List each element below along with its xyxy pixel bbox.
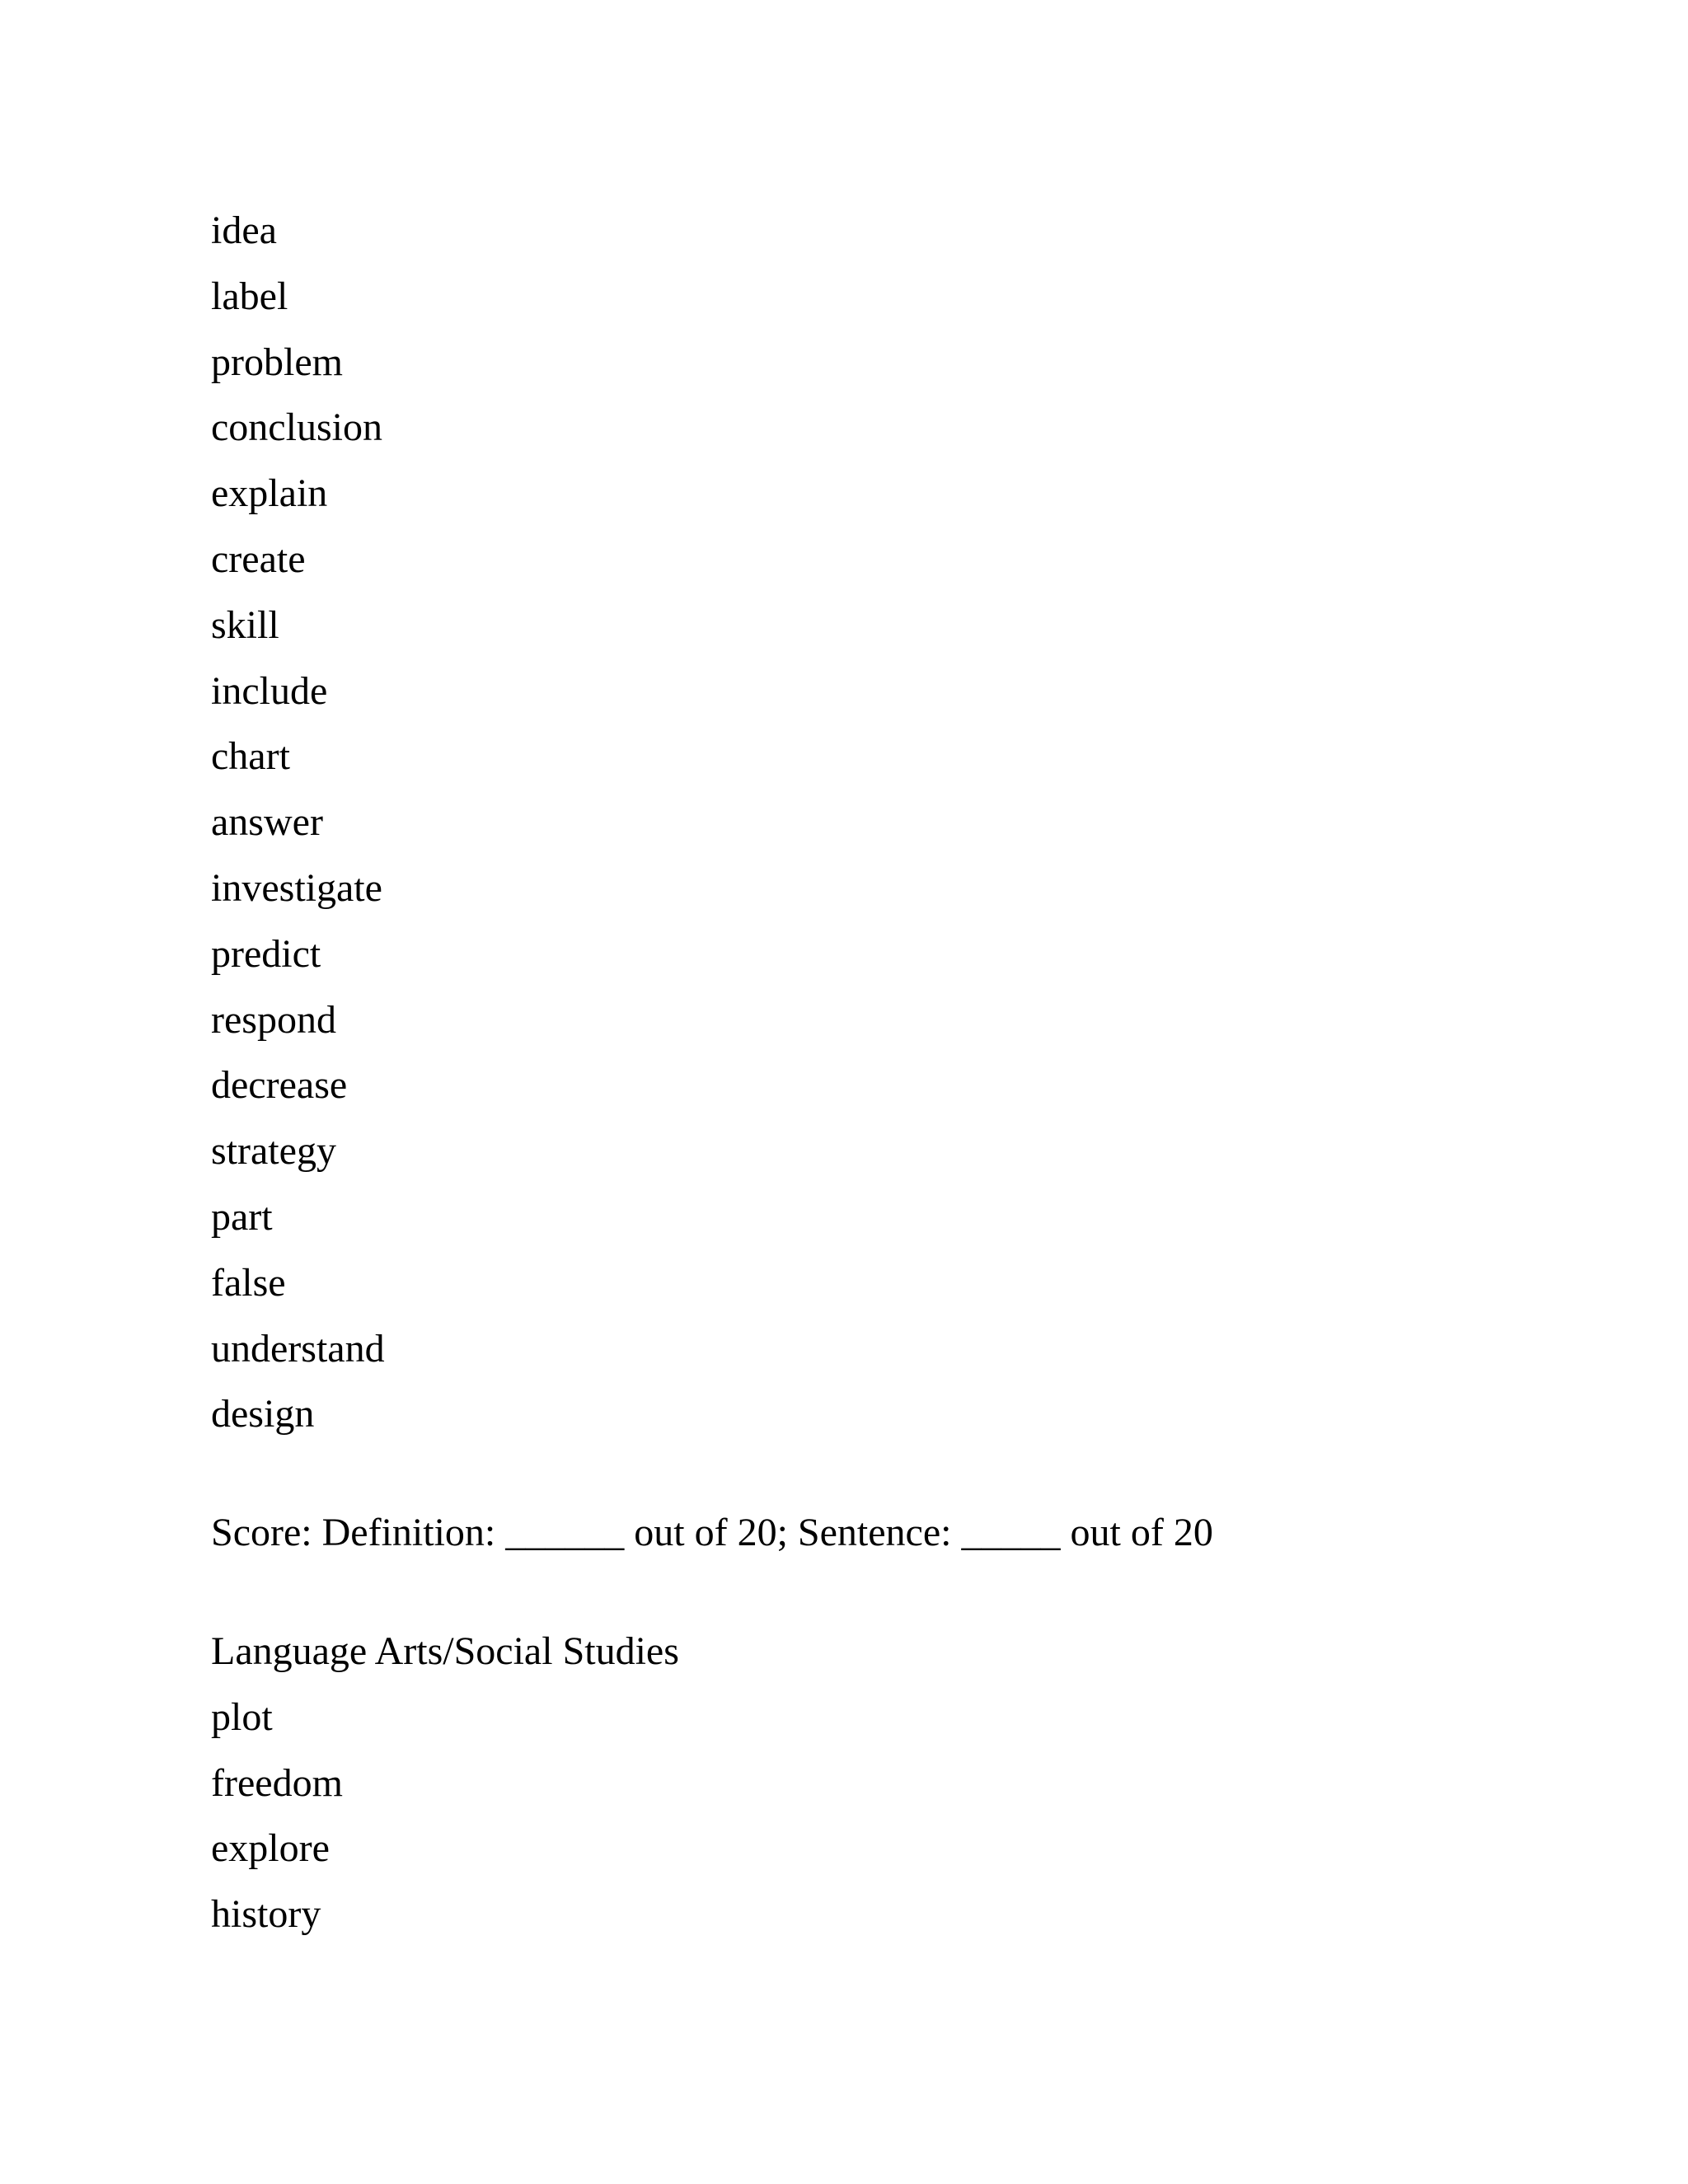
vocabulary-word: create xyxy=(211,537,306,581)
section-word-list xyxy=(211,1685,1530,1947)
vocabulary-word: predict xyxy=(211,931,321,976)
document-content xyxy=(211,198,1530,1947)
section-word: explore xyxy=(211,1826,330,1871)
vocabulary-word: label xyxy=(211,274,288,318)
vocabulary-word: decrease xyxy=(211,1063,348,1108)
vocabulary-word: false xyxy=(211,1260,286,1305)
score-line: Score: Definition: ______ out of 20; Sentence: _____ out of 20 xyxy=(211,1511,1213,1555)
vocabulary-word: skill xyxy=(211,602,279,647)
vocabulary-word: explain xyxy=(211,471,328,516)
vocabulary-word: conclusion xyxy=(211,405,382,450)
vocabulary-word: answer xyxy=(211,800,323,845)
vocabulary-word: strategy xyxy=(211,1129,336,1174)
vocabulary-word: respond xyxy=(211,997,336,1042)
vocabulary-word: part xyxy=(211,1194,273,1239)
vocabulary-word: idea xyxy=(211,209,277,252)
section-heading: Language Arts/Social Studies xyxy=(211,1629,679,1673)
vocabulary-word: understand xyxy=(211,1326,385,1371)
vocabulary-word: include xyxy=(211,668,328,713)
section-word: freedom xyxy=(211,1760,343,1805)
vocabulary-word: investigate xyxy=(211,865,382,910)
vocabulary-word: design xyxy=(211,1392,315,1436)
vocabulary-list xyxy=(211,198,1530,1447)
vocabulary-word: chart xyxy=(211,734,290,779)
section-word: plot xyxy=(211,1694,273,1739)
vocabulary-word: problem xyxy=(211,340,343,384)
section-word: history xyxy=(211,1892,321,1937)
